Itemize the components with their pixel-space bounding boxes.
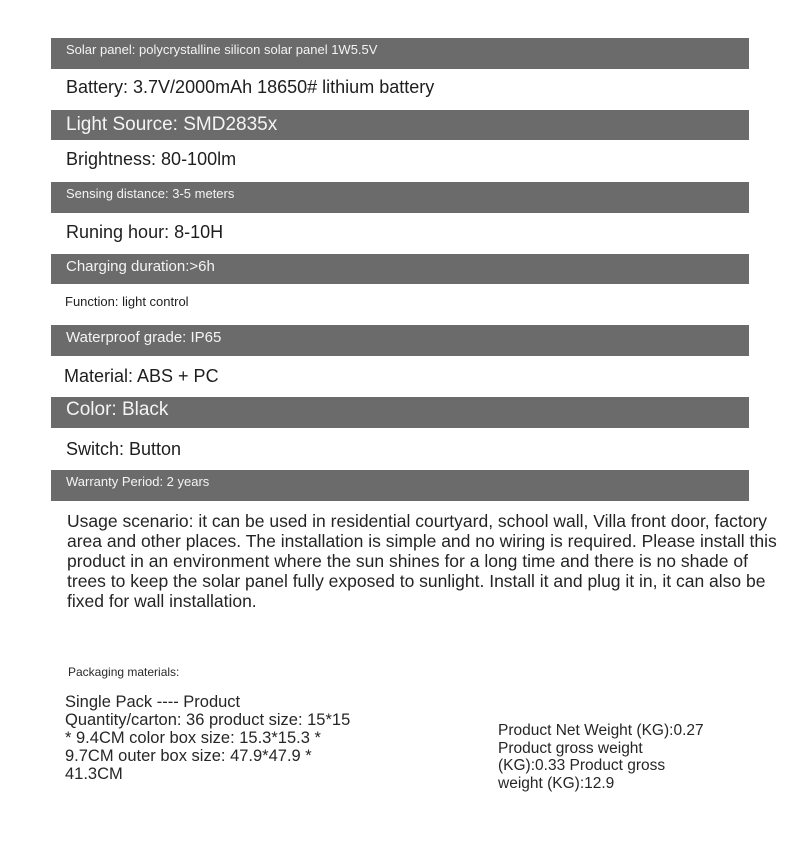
spec-row-switch: Switch: Button <box>51 428 749 470</box>
spec-row-running-hour: Runing hour: 8-10H <box>51 213 749 253</box>
spec-row-waterproof: Waterproof grade: IP65 <box>51 325 749 356</box>
spec-row-warranty: Warranty Period: 2 years <box>51 470 749 501</box>
packaging-details-right: Product Net Weight (KG):0.27 Product gross weight (KG):0.33 Product gross weight (KG):12.9 <box>498 722 704 792</box>
spec-row-charging-duration: Charging duration:>6h <box>51 254 749 284</box>
spec-row-color: Color: Black <box>51 397 749 428</box>
packaging-details-left: Single Pack ---- Product Quantity/carton: 36 product size: 15*15 * 9.4CM color box size: 15.3*15.3 * 9.7CM outer box size: 47.9*47.9 * 41.3CM <box>65 693 351 783</box>
spec-row-material: Material: ABS + PC <box>49 356 747 396</box>
spec-row-sensing-distance: Sensing distance: 3-5 meters <box>51 182 749 213</box>
packaging-label: Packaging materials: <box>68 665 180 679</box>
spec-row-battery: Battery: 3.7V/2000mAh 18650# lithium battery <box>51 69 749 109</box>
spec-row-brightness: Brightness: 80-100lm <box>51 141 749 181</box>
spec-row-light-source: Light Source: SMD2835x <box>51 110 749 140</box>
spec-row-function: Function: light control <box>50 285 748 325</box>
usage-scenario-paragraph: Usage scenario: it can be used in residential courtyard, school wall, Villa front door, factory area and other places. The installation is simple and no wiring is required. Please install this product in an environment where the sun shines for a long time and there is no shade of trees to keep the solar panel fully exposed to sunlight. Install it and plug it in, it can also be fixed for wall installation. <box>67 511 777 611</box>
spec-row-solar-panel: Solar panel: polycrystalline silicon solar panel 1W5.5V <box>51 38 749 69</box>
